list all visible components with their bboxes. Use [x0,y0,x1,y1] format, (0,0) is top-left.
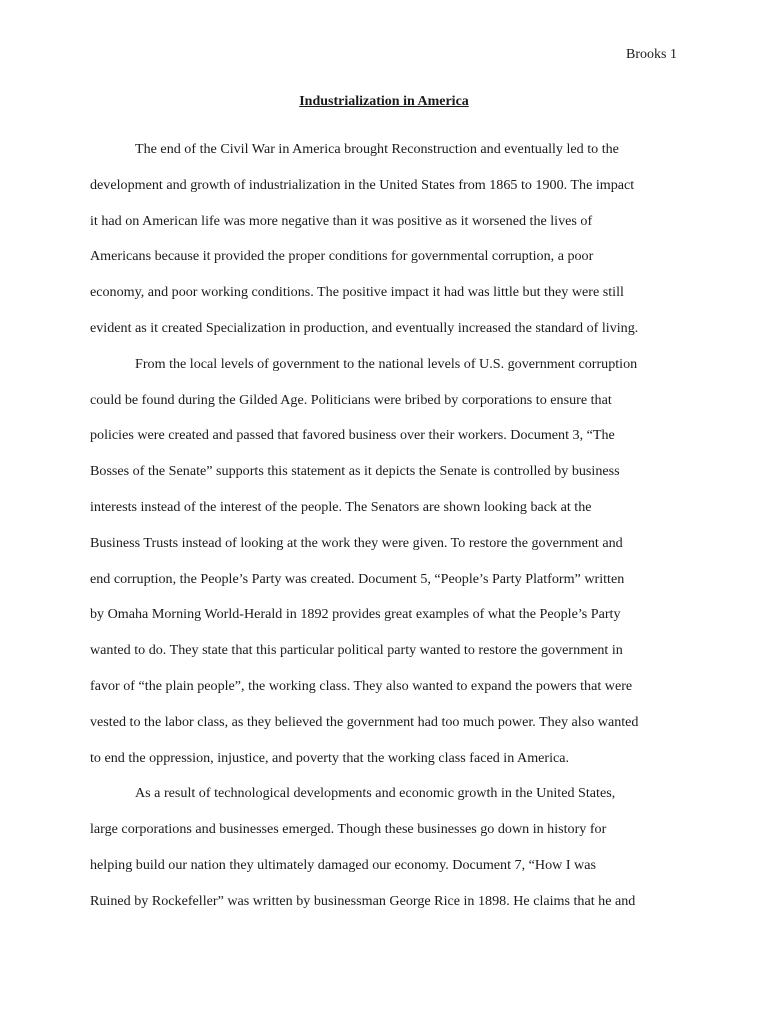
text-line: by Omaha Morning World-Herald in 1892 provides great examples of what the People’s Party [90,606,621,623]
text-line: development and growth of industrialization in the United States from 1865 to 1900. The impact [90,176,635,193]
document-title: Industrialization in America [299,94,469,109]
text-line: to end the oppression, injustice, and poverty that the working class faced in America. [90,749,570,766]
text-line: policies were created and passed that favored business over their workers. Document 3, “The [90,427,615,444]
paragraph-1 [90,132,678,347]
text-line: end corruption, the People’s Party was created. Document 5, “People’s Party Platform” written [90,570,625,587]
text-line: As a result of technological developments and economic growth in the United States, [135,785,616,802]
text-line: Bosses of the Senate” supports this statement as it depicts the Senate is controlled by business [90,463,620,480]
paragraph-3 [90,776,678,919]
text-line: evident as it created Specialization in production, and eventually increased the standard of living. [90,319,639,336]
document-body [90,132,678,920]
text-line: wanted to do. They state that this particular political party wanted to restore the government in [90,642,623,659]
running-head: Brooks 1 [626,47,677,62]
text-line: From the local levels of government to the national levels of U.S. government corruption [135,355,638,372]
paragraph-2 [90,347,678,777]
text-line: could be found during the Gilded Age. Politicians were bribed by corporations to ensure that [90,391,612,408]
text-line: Business Trusts instead of looking at the work they were given. To restore the government and [90,534,623,551]
text-line: vested to the labor class, as they believed the government had too much power. They also wanted [90,713,639,730]
text-line: economy, and poor working conditions. The positive impact it had was little but they were still [90,284,624,301]
text-line: favor of “the plain people”, the working class. They also wanted to expand the powers that were [90,677,633,694]
text-line: it had on American life was more negative than it was positive as it worsened the lives of [90,212,593,229]
text-line: The end of the Civil War in America brought Reconstruction and eventually led to the [135,141,619,157]
text-line: large corporations and businesses emerged. Though these businesses go down in history for [90,821,607,838]
text-line: helping build our nation they ultimately damaged our economy. Document 7, “How I was [90,856,596,873]
text-line: Ruined by Rockefeller” was written by businessman George Rice in 1898. He claims that he and [90,892,636,909]
text-line: interests instead of the interest of the people. The Senators are shown looking back at the [90,498,592,515]
text-line: Americans because it provided the proper conditions for governmental corruption, a poor [90,248,594,265]
